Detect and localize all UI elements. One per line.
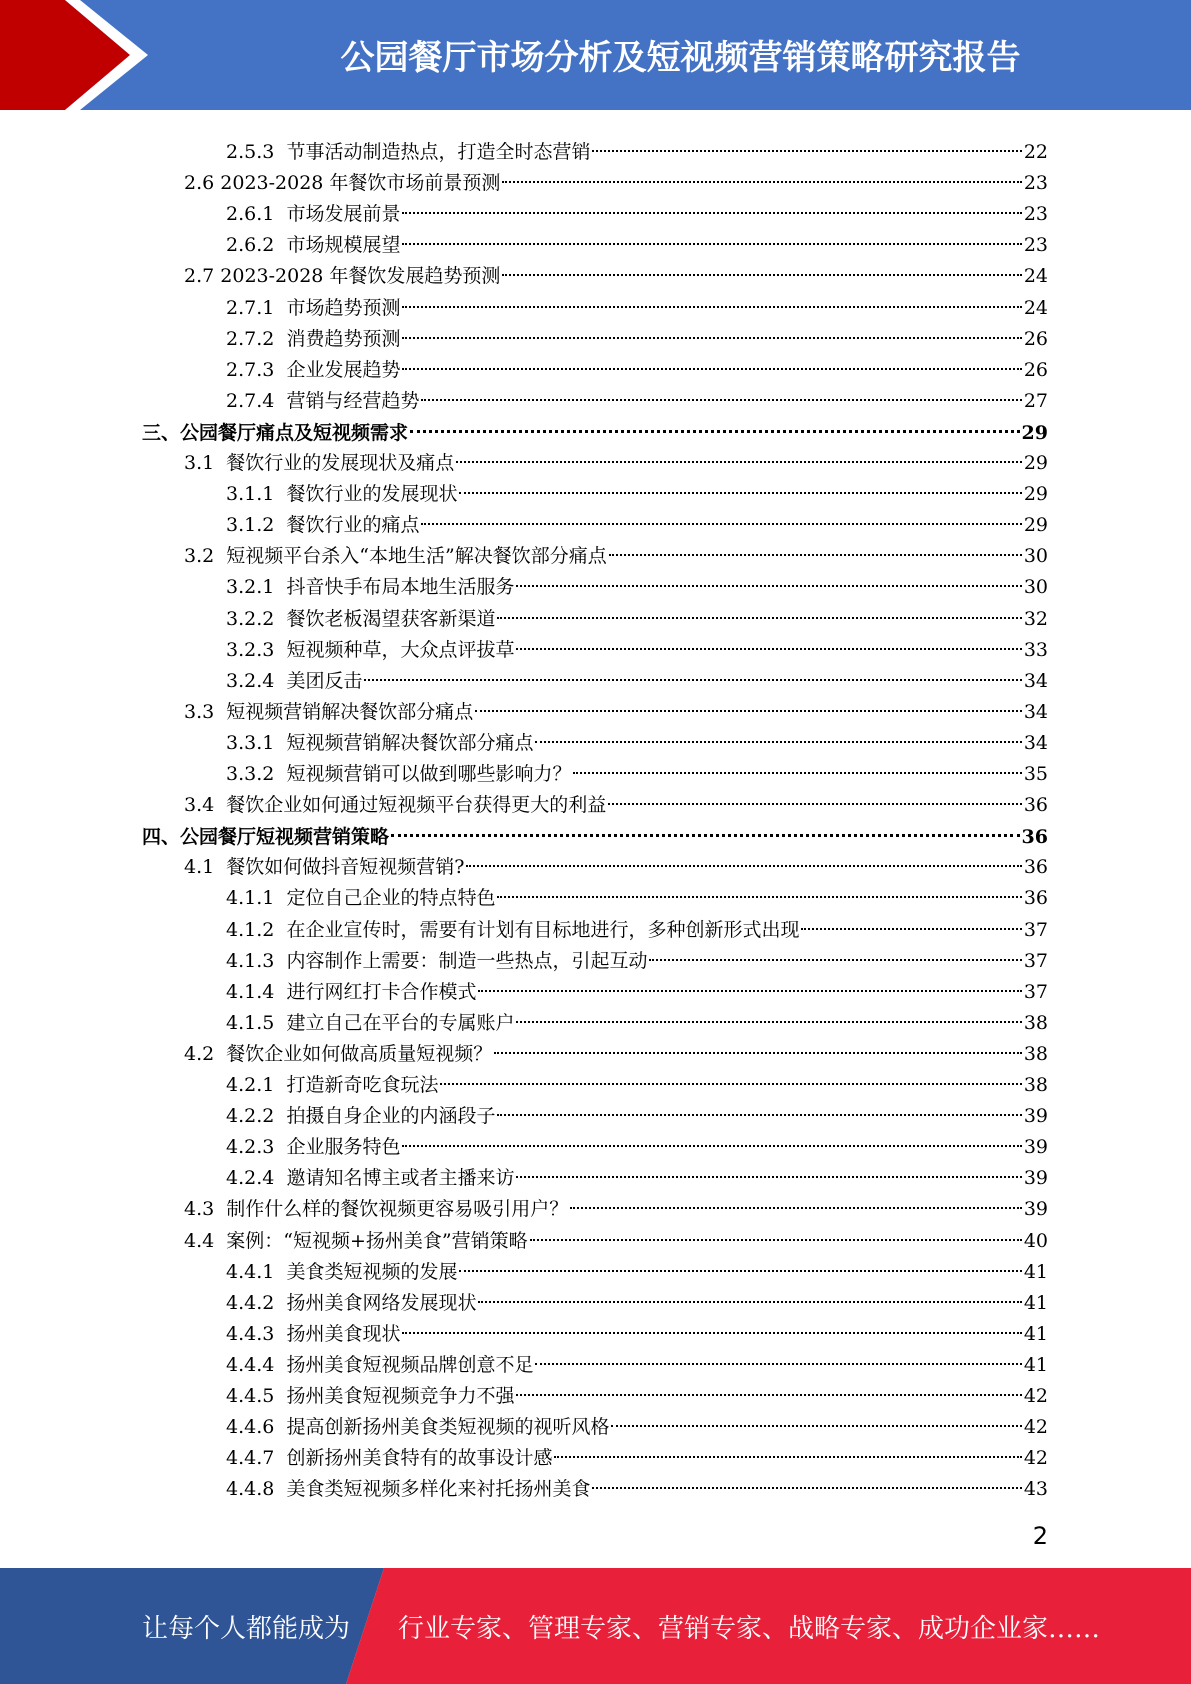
toc-entry[interactable] xyxy=(226,750,1048,785)
toc-entry-title: 案例：“短视频+扬州美食”营销策略 xyxy=(226,1229,528,1252)
toc-entry-title: 市场趋势预测 xyxy=(286,296,401,319)
toc-dot-leader xyxy=(554,1428,1021,1458)
toc-entry[interactable] xyxy=(184,439,1048,474)
toc-entry-page: 35 xyxy=(1023,763,1048,785)
toc-entry-title: 抖音快手布局本地生活服务 xyxy=(286,576,515,599)
report-title: 公园餐厅市场分析及短视频营销策略研究报告 xyxy=(340,38,1021,78)
toc-entry-number: 四、 xyxy=(142,826,181,849)
toc-entry-number: 2.6 xyxy=(184,172,221,195)
toc-entry-number: 2.5.3 xyxy=(226,141,287,163)
toc-entry-title: 定位自己企业的特点特色 xyxy=(286,887,496,910)
toc-entry-title: 邀请知名博主或者主播来访 xyxy=(286,1167,515,1190)
toc-entry[interactable] xyxy=(226,657,1048,692)
toc-entry-number: 2.7.4 xyxy=(226,389,287,412)
toc-entry-number: 3.1.1 xyxy=(226,483,287,506)
toc-entry-title: 美食类短视频多样化来衬托扬州美食 xyxy=(286,1478,591,1501)
toc-dot-leader xyxy=(364,651,1021,681)
toc-entry-number: 3.3.1 xyxy=(226,731,287,754)
toc-entry-title: 公园餐厅痛点及短视频需求 xyxy=(180,421,409,444)
toc-entry-title: 短视频营销解决餐饮部分痛点 xyxy=(286,731,534,754)
toc-entry-page: 41 xyxy=(1023,1322,1048,1345)
toc-entry[interactable] xyxy=(226,1123,1048,1159)
toc-dot-leader xyxy=(649,931,1021,961)
toc-entry-title: 美食类短视频的发展 xyxy=(286,1260,458,1283)
toc-entry-number: 4.4.6 xyxy=(226,1416,287,1439)
toc-dot-leader xyxy=(497,868,1021,898)
toc-entry-page: 38 xyxy=(1023,1042,1048,1065)
toc-dot-leader xyxy=(535,1335,1021,1365)
toc-entry-page: 26 xyxy=(1023,327,1048,350)
toc-entry[interactable] xyxy=(226,1434,1048,1470)
toc-entry[interactable] xyxy=(184,781,1048,817)
toc-entry[interactable] xyxy=(226,1061,1048,1096)
toc-entry-page: 39 xyxy=(1023,1167,1048,1190)
toc-entry-title: 消费趋势预测 xyxy=(286,327,401,350)
toc-dot-leader xyxy=(609,526,1022,556)
toc-entry[interactable] xyxy=(226,595,1048,630)
toc-entry-title: 企业服务特色 xyxy=(286,1136,401,1159)
toc-entry-number: 4.4 xyxy=(184,1229,227,1252)
toc-entry-number: 2.7.2 xyxy=(226,327,287,350)
toc-dot-leader xyxy=(516,620,1021,650)
toc-entry-number: 3.2.4 xyxy=(226,669,287,692)
toc-entry-page: 30 xyxy=(1023,545,1048,568)
toc-dot-leader xyxy=(608,775,1022,805)
toc-entry-page: 39 xyxy=(1023,1198,1048,1221)
footer-slogan-left: 让每个人都能成为 xyxy=(142,1614,351,1644)
toc-entry-title: 扬州美食网络发展现状 xyxy=(286,1291,477,1314)
toc-entry-title: 短视频营销解决餐饮部分痛点 xyxy=(226,700,474,723)
toc-dot-leader xyxy=(502,153,1021,183)
toc-entry-title: 餐饮老板渴望获客新渠道 xyxy=(286,607,496,630)
toc-entry-page: 34 xyxy=(1023,731,1048,754)
toc-entry-page: 29 xyxy=(1023,483,1048,506)
toc-entry[interactable] xyxy=(184,252,1048,288)
toc-dot-leader xyxy=(478,962,1021,992)
toc-dot-leader xyxy=(502,246,1021,276)
toc-dot-leader xyxy=(459,1242,1021,1272)
toc-entry-page: 39 xyxy=(1023,1136,1048,1159)
toc-entry-page: 36 xyxy=(1023,887,1048,910)
toc-entry-page: 24 xyxy=(1023,296,1048,319)
toc-entry-title: 进行网红打卡合作模式 xyxy=(286,980,477,1003)
toc-entry-page: 34 xyxy=(1023,700,1048,723)
toc-dot-leader xyxy=(535,713,1021,743)
toc-entry-page: 42 xyxy=(1023,1385,1048,1407)
toc-entry-page: 41 xyxy=(1023,1291,1048,1314)
toc-entry[interactable] xyxy=(184,688,1048,723)
toc-entry[interactable] xyxy=(226,1154,1048,1190)
toc-dot-leader xyxy=(421,495,1021,525)
toc-entry-page: 32 xyxy=(1023,607,1048,630)
toc-entry[interactable] xyxy=(184,1185,1048,1221)
toc-entry[interactable] xyxy=(226,1310,1048,1345)
toc-entry-title: 营销与经营趋势 xyxy=(286,389,420,412)
toc-entry-page: 22 xyxy=(1023,141,1048,163)
toc-dot-leader xyxy=(478,1273,1021,1303)
toc-entry-title: 建立自己在平台的专属账户 xyxy=(286,1011,515,1034)
toc-dot-leader xyxy=(402,184,1021,214)
toc-dot-leader xyxy=(592,1459,1021,1489)
toc-entry[interactable] xyxy=(226,1279,1048,1314)
toc-entry-title: 餐饮行业的痛点 xyxy=(286,514,420,537)
toc-entry[interactable] xyxy=(226,937,1048,972)
toc-entry[interactable] xyxy=(226,999,1048,1034)
toc-entry-number: 2.7.1 xyxy=(226,296,287,319)
toc-entry-page: 38 xyxy=(1023,1011,1048,1034)
toc-entry-page: 27 xyxy=(1023,389,1048,412)
toc-entry[interactable] xyxy=(226,874,1048,910)
toc-entry[interactable] xyxy=(226,346,1048,381)
toc-dot-leader xyxy=(497,589,1021,619)
toc-entry[interactable] xyxy=(226,284,1048,319)
toc-entry[interactable] xyxy=(226,190,1048,226)
toc-entry-title: 打造新奇吃食玩法 xyxy=(286,1074,439,1096)
toc-entry-page: 42 xyxy=(1023,1447,1048,1470)
toc-entry-page: 40 xyxy=(1023,1229,1048,1252)
toc-dot-leader xyxy=(402,340,1021,370)
toc-dot-leader xyxy=(421,371,1021,401)
toc-dot-leader xyxy=(402,1117,1021,1147)
toc-entry-title: 市场规模展望 xyxy=(286,234,401,257)
toc-entry-page: 24 xyxy=(1023,265,1048,288)
toc-dot-leader xyxy=(592,122,1021,152)
toc-dot-leader xyxy=(530,1211,1022,1241)
header-arrow-decoration xyxy=(0,0,160,110)
toc-entry-title: 提高创新扬州美食类短视频的视听风格 xyxy=(286,1416,610,1439)
toc-entry-page: 23 xyxy=(1023,203,1048,226)
toc-entry-number: 4.4.1 xyxy=(226,1260,287,1283)
toc-entry-title: 制作什么样的餐饮视频更容易吸引用户？ xyxy=(226,1198,569,1221)
page-number: 2 xyxy=(1032,1522,1048,1550)
toc-dot-leader xyxy=(516,993,1021,1023)
toc-entry[interactable] xyxy=(226,719,1048,754)
page-header xyxy=(0,0,1191,110)
toc-dot-leader xyxy=(497,1086,1021,1116)
toc-entry-number: 4.4.8 xyxy=(226,1478,287,1501)
toc-entry[interactable] xyxy=(226,1372,1048,1407)
toc-entry-number: 2.6.2 xyxy=(226,234,287,257)
toc-entry[interactable] xyxy=(226,906,1048,941)
toc-entry-number: 4.2.2 xyxy=(226,1105,287,1128)
toc-entry-page: 37 xyxy=(1023,949,1048,972)
toc-entry[interactable] xyxy=(226,221,1048,257)
toc-dot-leader xyxy=(459,464,1021,494)
toc-entry-number: 3.2 xyxy=(184,545,227,568)
toc-dot-leader xyxy=(516,1148,1021,1178)
toc-entry-page: 30 xyxy=(1023,576,1048,599)
toc-dot-leader xyxy=(402,215,1021,245)
toc-dot-leader xyxy=(410,402,1020,433)
toc-entry-page: 23 xyxy=(1023,172,1048,195)
toc-entry[interactable] xyxy=(142,408,1048,444)
toc-entry[interactable] xyxy=(226,968,1048,1003)
toc-entry[interactable] xyxy=(142,812,1048,849)
toc-entry-number: 3.2.1 xyxy=(226,576,287,599)
toc-dot-leader xyxy=(611,1397,1021,1427)
toc-entry[interactable] xyxy=(226,501,1048,537)
toc-entry-number: 4.3 xyxy=(184,1198,227,1221)
toc-entry-title: 餐饮行业的发展现状 xyxy=(286,483,458,506)
toc-entry-title: 2023-2028 年餐饮发展趋势预测 xyxy=(220,265,501,288)
toc-dot-leader xyxy=(570,1179,1022,1209)
toc-dot-leader xyxy=(801,900,1021,930)
toc-entry-number: 4.2.3 xyxy=(226,1136,287,1159)
toc-entry-number: 4.4.7 xyxy=(226,1447,287,1470)
page-footer xyxy=(0,1568,1191,1684)
toc-entry-title: 美团反击 xyxy=(286,669,363,692)
toc-entry-page: 43 xyxy=(1023,1478,1048,1501)
toc-dot-leader xyxy=(516,557,1021,587)
toc-entry-page: 42 xyxy=(1023,1416,1048,1439)
toc-entry[interactable] xyxy=(226,315,1048,350)
footer-slogan-right: 行业专家、管理专家、营销专家、战略专家、成功企业家…… xyxy=(398,1614,1101,1644)
toc-entry-page: 36 xyxy=(1023,856,1048,879)
toc-entry-page: 34 xyxy=(1023,669,1048,692)
toc-entry-number: 4.1.4 xyxy=(226,980,287,1003)
toc-entry-number: 2.7 xyxy=(184,265,221,288)
toc-dot-leader xyxy=(494,1024,1022,1054)
toc-entry-title: 扬州美食短视频品牌创意不足 xyxy=(286,1353,534,1376)
toc-entry-number: 三、 xyxy=(142,421,181,444)
toc-entry-title: 公园餐厅短视频营销策略 xyxy=(180,826,390,849)
toc-entry-number: 3.4 xyxy=(184,794,227,817)
toc-entry-title: 扬州美食现状 xyxy=(286,1322,401,1345)
toc-entry-title: 餐饮行业的发展现状及痛点 xyxy=(226,452,455,474)
toc-entry-title: 内容制作上需要：制造一些热点，引起互动 xyxy=(286,949,648,972)
toc-entry[interactable] xyxy=(226,563,1048,599)
toc-entry-number: 4.1.1 xyxy=(226,887,287,910)
toc-entry-number: 3.1 xyxy=(184,452,227,474)
toc-entry[interactable] xyxy=(226,1341,1048,1376)
toc-entry-number: 4.4.2 xyxy=(226,1291,287,1314)
toc-entry-title: 餐饮企业如何做高质量短视频？ xyxy=(226,1042,493,1065)
toc-entry[interactable] xyxy=(184,1217,1048,1252)
toc-entry[interactable] xyxy=(226,1465,1048,1501)
toc-dot-leader xyxy=(402,278,1021,308)
toc-entry[interactable] xyxy=(184,1030,1048,1065)
toc-dot-leader xyxy=(516,1366,1021,1396)
toc-entry[interactable] xyxy=(184,843,1048,879)
toc-entry[interactable] xyxy=(226,128,1048,163)
toc-dot-leader xyxy=(402,309,1021,339)
toc-dot-leader xyxy=(402,1304,1021,1334)
toc-entry-page: 39 xyxy=(1023,1105,1048,1128)
toc-entry[interactable] xyxy=(226,626,1048,661)
toc-entry-page: 23 xyxy=(1023,234,1048,257)
toc-entry-number: 3.1.2 xyxy=(226,514,287,537)
toc-entry-number: 4.4.4 xyxy=(226,1353,287,1376)
toc-entry-page: 41 xyxy=(1023,1260,1048,1283)
toc-dot-leader xyxy=(391,806,1020,837)
toc-entry-title: 创新扬州美食特有的故事设计感 xyxy=(286,1447,553,1470)
toc-entry-number: 3.2.3 xyxy=(226,638,287,661)
toc-entry[interactable] xyxy=(226,1092,1048,1128)
toc-entry-number: 4.1.5 xyxy=(226,1011,287,1034)
toc-entry-title: 短视频营销可以做到哪些影响力？ xyxy=(286,763,572,785)
toc-entry-number: 4.4.5 xyxy=(226,1385,287,1407)
toc-entry[interactable] xyxy=(226,1403,1048,1439)
toc-entry-page: 33 xyxy=(1023,638,1048,661)
toc-entry-page: 29 xyxy=(1023,514,1048,537)
toc-entry-number: 2.7.3 xyxy=(226,358,287,381)
toc-entry-title: 市场发展前景 xyxy=(286,203,401,226)
toc-entry-page: 37 xyxy=(1023,980,1048,1003)
toc-entry-page: 36 xyxy=(1023,794,1048,817)
toc-entry-page: 26 xyxy=(1023,358,1048,381)
toc-entry-title: 扬州美食短视频竞争力不强 xyxy=(286,1385,515,1407)
toc-dot-leader xyxy=(466,837,1021,867)
toc-entry[interactable] xyxy=(226,470,1048,506)
toc-entry[interactable] xyxy=(226,377,1048,412)
toc-entry[interactable] xyxy=(184,159,1048,195)
toc-entry-number: 4.4.3 xyxy=(226,1322,287,1345)
toc-entry-number: 4.1.3 xyxy=(226,949,287,972)
toc-entry-title: 短视频种草，大众点评拔草 xyxy=(286,638,515,661)
toc-entry-number: 4.1 xyxy=(184,856,227,879)
toc-entry-title: 拍摄自身企业的内涵段子 xyxy=(286,1105,496,1128)
toc-entry-page: 37 xyxy=(1023,918,1048,941)
toc-entry-page: 29 xyxy=(1023,452,1048,474)
toc-entry[interactable] xyxy=(226,1248,1048,1283)
toc-entry-number: 2.6.1 xyxy=(226,203,287,226)
toc-entry-number: 4.1.2 xyxy=(226,918,287,941)
toc-dot-leader xyxy=(456,433,1022,463)
toc-dot-leader xyxy=(573,744,1021,774)
toc-entry-title: 餐饮如何做抖音短视频营销? xyxy=(226,856,465,879)
toc-entry-page: 41 xyxy=(1023,1353,1048,1376)
toc-entry-title: 短视频平台杀入“本地生活”解决餐饮部分痛点 xyxy=(226,545,607,568)
toc-entry-title: 在企业宣传时，需要有计划有目标地进行，多种创新形式出现 xyxy=(286,918,800,941)
toc-entry-number: 4.2 xyxy=(184,1042,227,1065)
toc-entry-number: 3.3.2 xyxy=(226,763,287,785)
toc-entry-number: 4.2.1 xyxy=(226,1074,287,1096)
toc-entry-number: 4.2.4 xyxy=(226,1167,287,1190)
toc-dot-leader xyxy=(440,1055,1021,1085)
toc-entry-page: 38 xyxy=(1023,1074,1048,1096)
toc-entry-page: 36 xyxy=(1021,826,1048,849)
toc-entry-title: 节事活动制造热点，打造全时态营销 xyxy=(286,141,591,163)
toc-entry-title: 2023-2028 年餐饮市场前景预测 xyxy=(220,172,501,195)
toc-dot-leader xyxy=(475,682,1022,712)
toc-entry-page: 29 xyxy=(1021,421,1048,444)
toc-entry-title: 企业发展趋势 xyxy=(286,358,401,381)
toc-entry-title: 餐饮企业如何通过短视频平台获得更大的利益 xyxy=(226,794,607,817)
toc-entry-number: 3.3 xyxy=(184,700,227,723)
toc-entry[interactable] xyxy=(184,532,1048,568)
toc-entry-number: 3.2.2 xyxy=(226,607,287,630)
